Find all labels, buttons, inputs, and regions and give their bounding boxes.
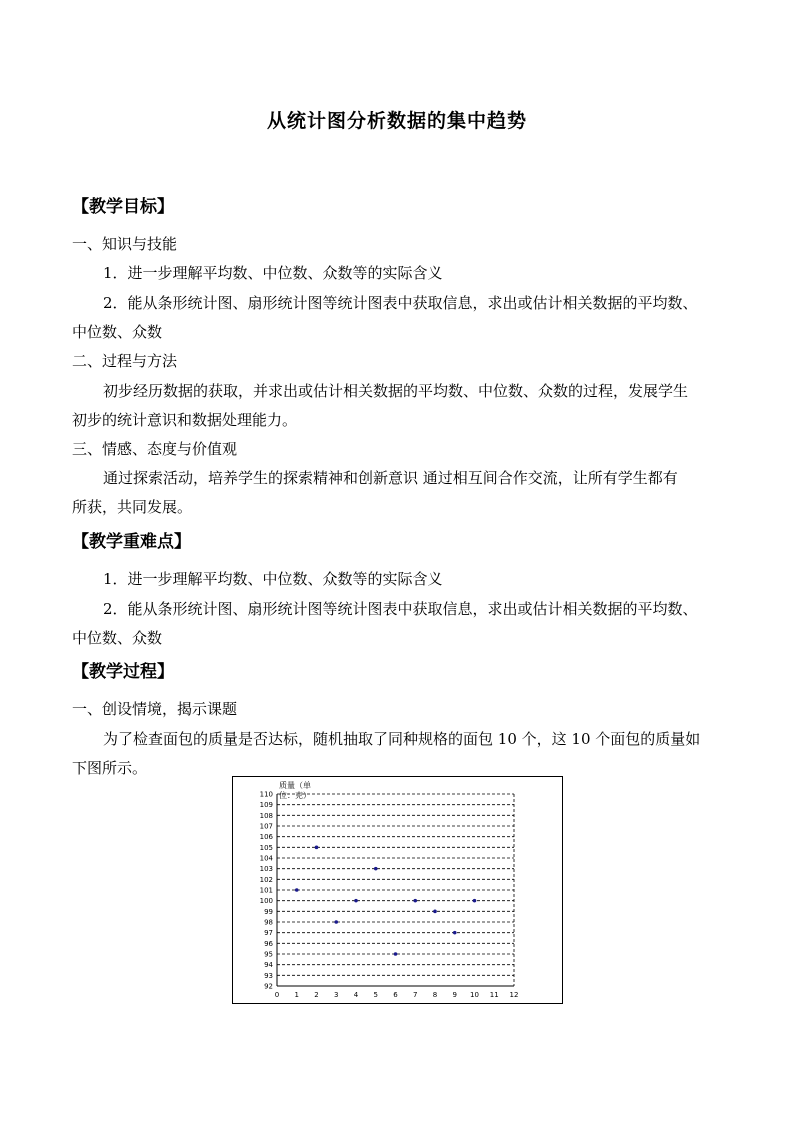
y-tick-108: 108 [259,811,273,820]
y-tick-labels [260,791,274,991]
x-tick-4: 4 [353,991,359,999]
scatter-plot [233,777,562,1003]
data-point-5 [374,867,378,871]
goals-heading-attitude: 三、情感、态度与价值观 [72,440,238,458]
keypoints-item-2-line2: 中位数、众数 [72,629,163,647]
y-tick-105: 105 [259,843,273,852]
goals-item-2-line1: 2．能从条形统计图、扇形统计图等统计图表中获取信息，求出或估计相关数据的平均数、 [103,294,698,312]
goals-item-1: 1．进一步理解平均数、中位数、众数等的实际含义 [103,264,443,282]
y-tick-99: 99 [264,907,273,916]
y-tick-100: 100 [259,897,273,906]
goals-attitude-line2: 所获，共同发展。 [72,498,193,516]
y-tick-110: 110 [259,790,273,799]
keypoints-item-1: 1．进一步理解平均数、中位数、众数等的实际含义 [103,570,443,588]
goals-heading-process: 二、过程与方法 [72,352,178,370]
x-tick-1: 1 [294,991,299,999]
section-teaching-process: 【教学过程】 [72,662,174,682]
y-tick-103: 103 [259,865,273,874]
data-point-6 [394,952,398,956]
data-point-8 [433,910,437,914]
grid-lines [277,794,514,986]
x-tick-11: 11 [489,991,499,999]
data-point-7 [413,899,417,903]
data-point-9 [453,931,457,935]
section-teaching-goals: 【教学目标】 [72,197,174,217]
x-tick-7: 7 [413,991,418,999]
goals-process-line1: 初步经历数据的获取，并求出或估计相关数据的平均数、中位数、众数的过程，发展学生 [103,382,689,400]
section-key-points: 【教学重难点】 [72,532,191,552]
x-tick-8: 8 [432,991,438,999]
x-tick-10: 10 [470,991,479,999]
x-tick-3: 3 [334,991,339,999]
goals-heading-knowledge: 一、知识与技能 [72,235,178,253]
y-tick-98: 98 [264,918,273,927]
x-tick-5: 5 [373,991,378,999]
y-tick-96: 96 [264,939,273,948]
x-tick-12: 12 [509,991,519,999]
data-point-4 [354,899,358,903]
y-tick-97: 97 [264,929,273,938]
y-tick-104: 104 [259,854,273,863]
y-tick-101: 101 [259,886,273,895]
process-para-line1: 为了检查面包的质量是否达标，随机抽取了同种规格的面包 10 个，这 10 个面包的质量如 [103,730,701,748]
keypoints-item-2-line1: 2．能从条形统计图、扇形统计图等统计图表中获取信息，求出或估计相关数据的平均数、 [103,600,698,618]
y-axis-label-line1: 质量（单 [279,781,311,790]
data-point-2 [315,846,319,850]
goals-attitude-line1: 通过探索活动，培养学生的探索精神和创新意识 通过相互间合作交流，让所有学生都有 [103,469,678,487]
process-heading-situation: 一、创设情境，揭示课题 [72,700,238,718]
y-tick-106: 106 [259,833,273,842]
y-tick-102: 102 [259,875,273,884]
process-para-line2: 下图所示。 [72,759,148,777]
y-axis-label-line2: 位：克） [279,791,311,800]
bread-weight-chart [232,776,563,1004]
x-tick-2: 2 [314,991,319,999]
x-tick-labels [275,991,519,999]
goals-process-line2: 初步的统计意识和数据处理能力。 [72,411,298,429]
data-point-10 [473,899,477,903]
y-tick-94: 94 [264,961,273,970]
data-point-3 [334,920,338,924]
document-title: 从统计图分析数据的集中趋势 [266,110,527,132]
x-tick-0: 0 [274,991,280,999]
y-tick-109: 109 [259,801,273,810]
y-tick-95: 95 [264,950,273,959]
x-tick-6: 6 [393,991,398,999]
y-tick-93: 93 [264,971,273,980]
y-tick-92: 92 [264,982,273,991]
x-tick-9: 9 [452,991,457,999]
goals-item-2-line2: 中位数、众数 [72,323,163,341]
data-point-1 [295,888,299,892]
y-tick-107: 107 [259,822,273,831]
